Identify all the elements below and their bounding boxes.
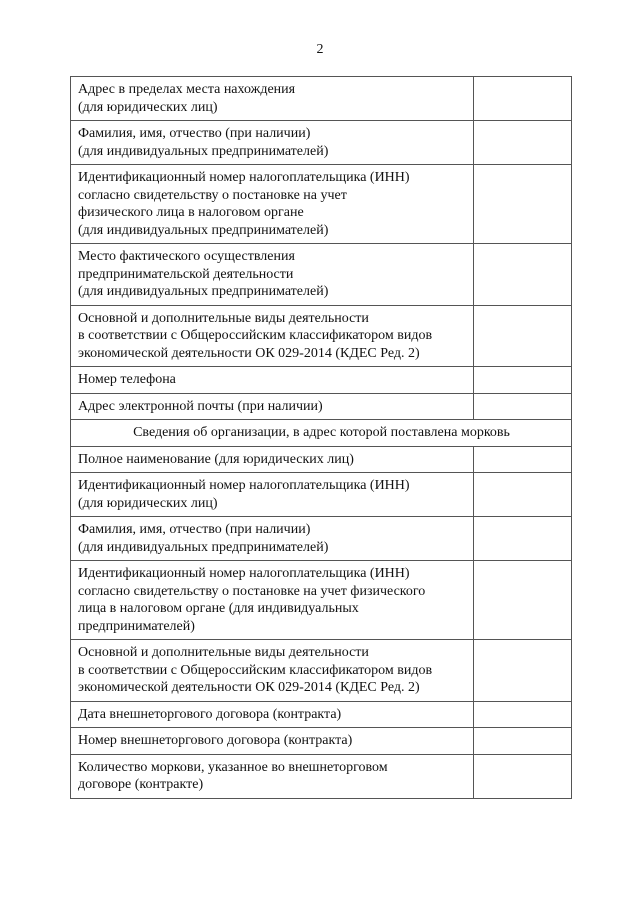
- field-label: [71, 561, 474, 640]
- field-label-line: экономической деятельности ОК 029-2014 (КДЕС Ред. 2): [78, 680, 420, 695]
- form-row: [71, 517, 572, 561]
- field-label: [71, 77, 474, 121]
- form-row: [71, 640, 572, 702]
- field-label-line: Основной и дополнительные виды деятельности: [78, 310, 369, 326]
- field-value-cell[interactable]: [474, 121, 572, 165]
- field-label: [71, 393, 474, 420]
- section-header: [71, 420, 572, 447]
- form-row: [71, 561, 572, 640]
- field-label: [71, 446, 474, 473]
- field-label-line: Количество моркови, указанное во внешнеторговом: [78, 759, 388, 775]
- field-label: [71, 754, 474, 798]
- field-label-line: Фамилия, имя, отчество (при наличии): [78, 522, 311, 537]
- field-label-line: согласно свидетельству о постановке на учет физического: [78, 583, 426, 599]
- field-label-line: экономической деятельности ОК 029-2014 (КДЕС Ред. 2): [78, 345, 420, 361]
- field-label-line: согласно свидетельству о постановке на учет: [78, 187, 347, 203]
- field-label-line: (для индивидуальных предпринимателей): [78, 143, 329, 159]
- field-label-line: Адрес в пределах места нахождения: [78, 82, 296, 97]
- field-label-line: (для юридических лиц): [78, 99, 218, 115]
- section-header-row: [71, 420, 572, 447]
- form-table: [70, 76, 572, 799]
- field-label-line: договоре (контракте): [78, 777, 204, 792]
- field-label: [71, 640, 474, 702]
- form-row: [71, 754, 572, 798]
- form-row: [71, 244, 572, 306]
- form-row: [71, 446, 572, 473]
- field-value-cell[interactable]: [474, 561, 572, 640]
- form-row: [71, 728, 572, 755]
- form-row: [71, 473, 572, 517]
- field-label: [71, 367, 474, 394]
- field-value-cell[interactable]: [474, 701, 572, 728]
- field-label-line: Дата внешнеторгового договора (контракта): [78, 706, 342, 722]
- field-label-line: лица в налоговом органе (для индивидуальных: [78, 601, 359, 616]
- section-header-text: Сведения об организации, в адрес которой поставлена морковь: [133, 425, 510, 440]
- form-table-body: [71, 77, 572, 799]
- field-label-line: Фамилия, имя, отчество (при наличии): [78, 126, 311, 141]
- field-label-line: Основной и дополнительные виды деятельности: [78, 645, 369, 660]
- field-value-cell[interactable]: [474, 165, 572, 244]
- field-label: [71, 517, 474, 561]
- field-label-line: Полное наименование (для юридических лиц): [78, 451, 354, 467]
- field-value-cell[interactable]: [474, 305, 572, 367]
- field-value-cell[interactable]: [474, 473, 572, 517]
- field-label-line: в соответствии с Общероссийским классификатором видов: [78, 328, 433, 343]
- field-label-line: Идентификационный номер налогоплательщика (ИНН): [78, 478, 410, 493]
- form-row: [71, 305, 572, 367]
- field-label-line: Идентификационный номер налогоплательщика (ИНН): [78, 170, 410, 185]
- form-row: [71, 367, 572, 394]
- form-row: [71, 77, 572, 121]
- form-row: [71, 393, 572, 420]
- form-row: [71, 121, 572, 165]
- field-label-line: Идентификационный номер налогоплательщика (ИНН): [78, 566, 410, 581]
- field-label-line: Номер телефона: [78, 372, 176, 387]
- field-label: [71, 165, 474, 244]
- field-label-line: Адрес электронной почты (при наличии): [78, 398, 323, 414]
- field-label: [71, 473, 474, 517]
- field-value-cell[interactable]: [474, 446, 572, 473]
- form-row: [71, 701, 572, 728]
- field-label-line: (для юридических лиц): [78, 495, 218, 511]
- field-label: [71, 244, 474, 306]
- field-label-line: физического лица в налоговом органе: [78, 205, 304, 220]
- field-value-cell[interactable]: [474, 244, 572, 306]
- field-value-cell[interactable]: [474, 517, 572, 561]
- field-value-cell[interactable]: [474, 728, 572, 755]
- field-label: [71, 728, 474, 755]
- field-label-line: в соответствии с Общероссийским классификатором видов: [78, 662, 433, 678]
- page-number: 2: [316, 42, 324, 57]
- field-label-line: (для индивидуальных предпринимателей): [78, 284, 329, 299]
- field-value-cell[interactable]: [474, 393, 572, 420]
- field-value-cell[interactable]: [474, 754, 572, 798]
- field-label-line: предпринимателей): [78, 618, 195, 634]
- field-label-line: (для индивидуальных предпринимателей): [78, 539, 329, 555]
- field-label-line: (для индивидуальных предпринимателей): [78, 222, 329, 238]
- field-label: [71, 305, 474, 367]
- field-value-cell[interactable]: [474, 367, 572, 394]
- field-label: [71, 121, 474, 165]
- field-label-line: Номер внешнеторгового договора (контракта): [78, 733, 353, 748]
- field-value-cell[interactable]: [474, 77, 572, 121]
- field-label: [71, 701, 474, 728]
- form-row: [71, 165, 572, 244]
- field-label-line: предпринимательской деятельности: [78, 266, 294, 282]
- field-value-cell[interactable]: [474, 640, 572, 702]
- field-label-line: Место фактического осуществления: [78, 249, 295, 264]
